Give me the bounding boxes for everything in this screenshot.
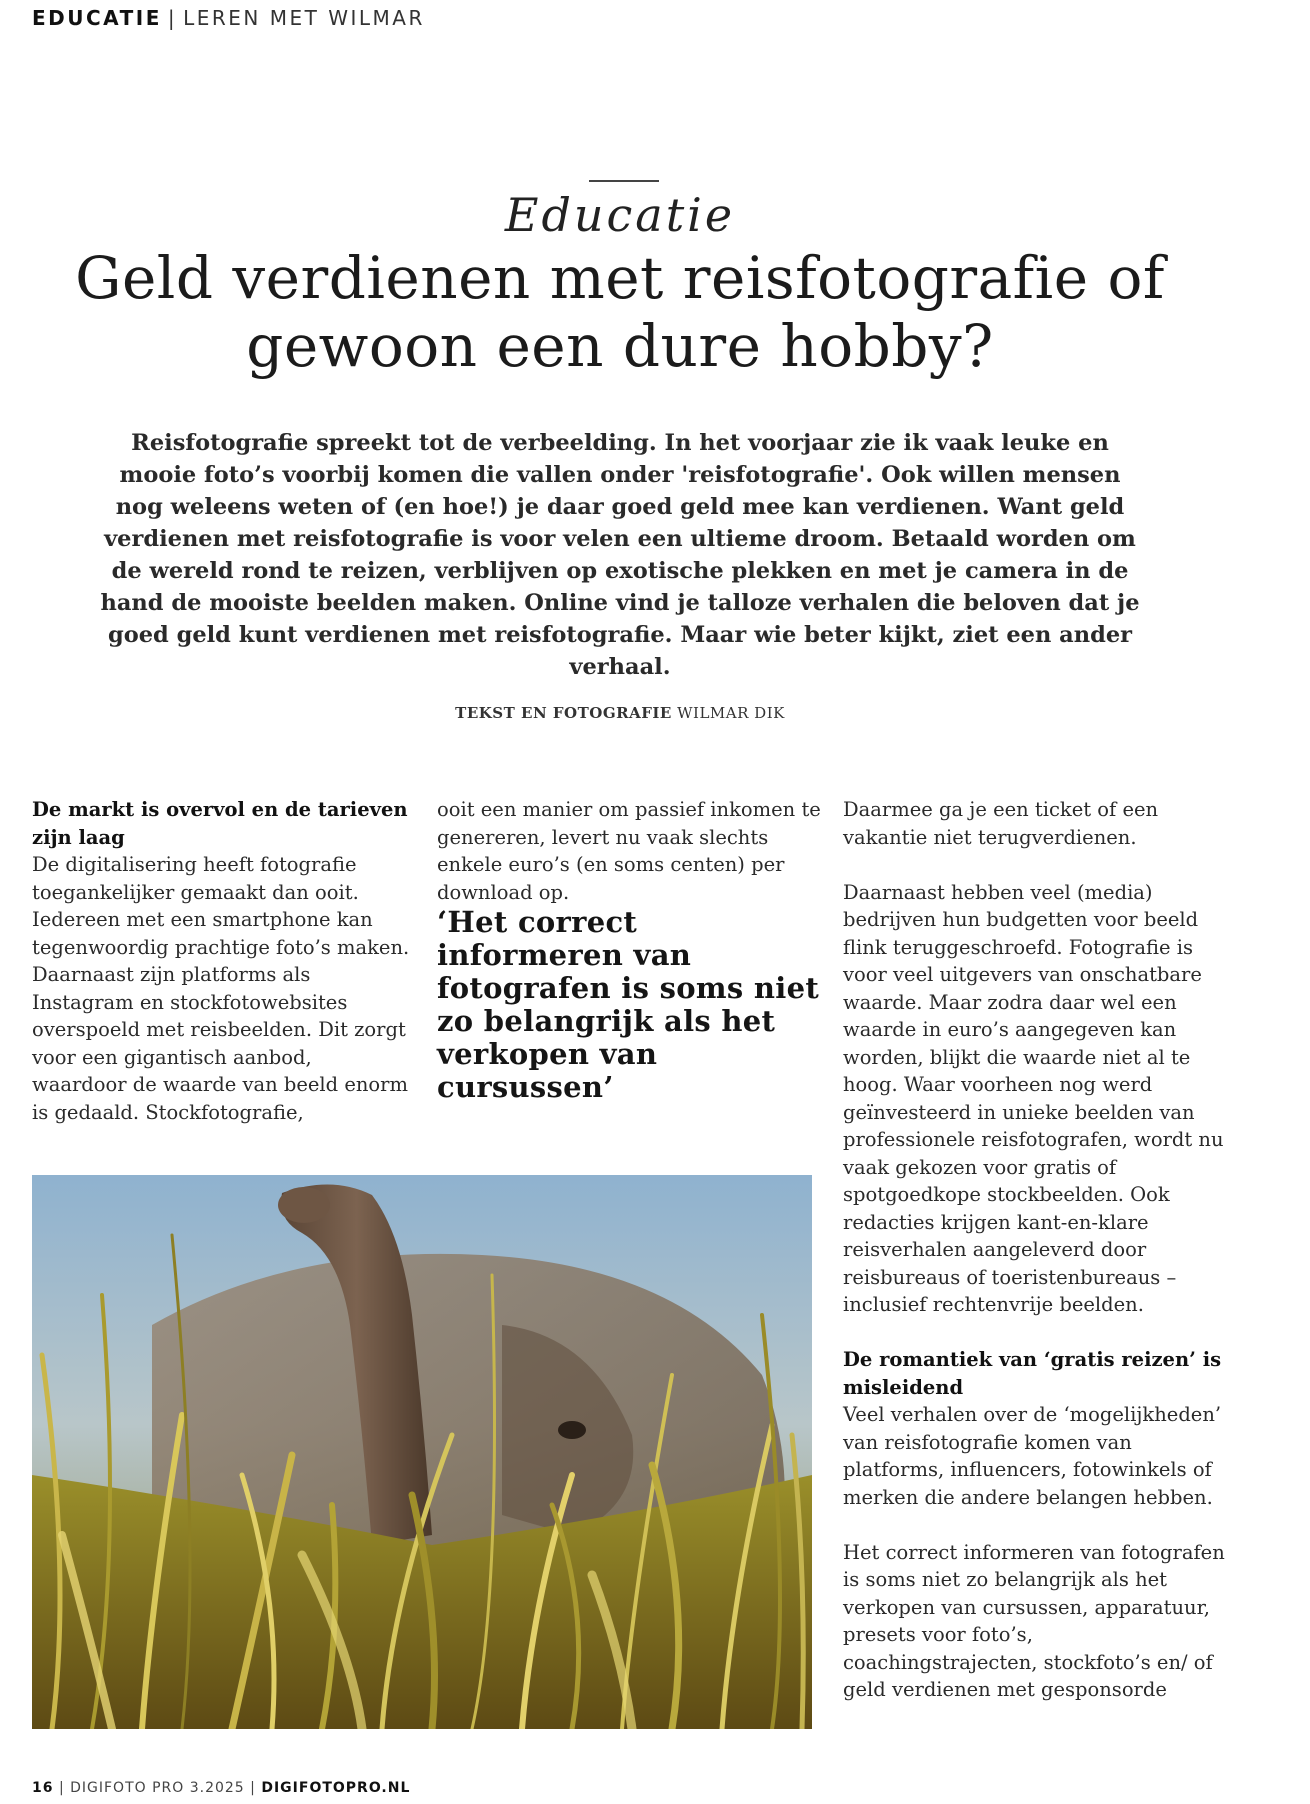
byline-author: WILMAR DIK — [677, 704, 785, 722]
body-paragraph: Daarnaast hebben veel (media) bedrijven hun budgetten voor beeld flink teruggeschroefd. Fotografie is voor veel uitgevers van onschatbare waarde. Maar zodra daar wel een waarde in euro’s aangegeven kan worden, blijkt die waarde niet al te hoog. Waar voorheen nog werd geïnvesteerd in unieke beelden van professionele reisfotografen, wordt nu vaak gekozen voor gratis of spotgoedkope stockbeelden. Ook redacties krijgen kant-en-klare reisverhalen aangeleverd door reisbureaus of toeristenbureaus – inclusief rechtenvrije beelden. — [843, 880, 1224, 1316]
kicker: Educatie — [504, 188, 736, 242]
footer-separator: | — [250, 1780, 256, 1796]
section-heading-market: De markt is overvol en de tarieven zijn laag — [32, 798, 408, 849]
section-heading-romance: De romantiek van ‘gratis reizen’ is misleidend — [843, 1348, 1222, 1399]
website-link[interactable]: DIGIFOTOPRO.NL — [261, 1780, 411, 1796]
body-paragraph-continued: ooit een manier om passief inkomen te genereren, levert nu vaak slechts enkele euro’s (en soms centen) per download op. — [437, 798, 821, 904]
intro-paragraph: Reisfotografie spreekt tot de verbeelding. In het voorjaar zie ik vaak leuke en mooie foto’s voorbij komen die vallen onder 'reisfotografie'. Ook willen mensen nog weleens weten of (en hoe!) je daar goed geld mee kan verdienen. Want geld verdienen met reisfotografie is voor velen een ultieme droom. Betaald worden om de wereld rond te reizen, verblijven op exotische plekken en met je camera in de hand de mooiste beelden maken. Online vind je talloze verhalen die beloven dat je goed geld kunt verdienen met reisfotografie. Maar wie beter kijkt, ziet een ander verhaal. — [100, 430, 1140, 680]
elephant-photo — [32, 1175, 812, 1729]
subsection-label: LEREN MET WILMAR — [183, 6, 425, 30]
pull-quote: ‘Het correct informeren van fotografen is soms niet zo belangrijk als het verkopen van cursussen’ — [437, 905, 820, 1104]
issue-label: DIGIFOTO PRO 3.2025 — [70, 1780, 245, 1796]
elephant-in-grass-image — [32, 1175, 812, 1729]
page-footer — [32, 1780, 410, 1796]
body-paragraph: Veel verhalen over de ‘mogelijkheden’ van reisfotografie komen van platforms, influencers, fotowinkels of merken die andere belangen hebben. — [843, 1403, 1222, 1509]
column-1 — [32, 796, 412, 1126]
footer-separator: | — [58, 1780, 65, 1796]
column-3 — [843, 796, 1233, 1704]
header-separator: | — [167, 6, 178, 30]
body-paragraph: Het correct informeren van fotografen is soms niet zo belangrijk als het verkopen van cursussen, apparatuur, presets voor foto’s, coachingstrajecten, stockfoto’s en/ of geld verdienen met gesponsorde — [843, 1540, 1225, 1701]
byline-label: TEKST EN FOTOGRAFIE — [455, 704, 672, 722]
section-label: EDUCATIE — [32, 6, 162, 30]
kicker-rule — [589, 180, 659, 182]
body-paragraph: Daarmee ga je een ticket of een vakantie niet terugverdienen. — [843, 798, 1159, 849]
running-header — [32, 6, 425, 30]
page-number: 16 — [32, 1780, 54, 1796]
byline — [0, 704, 1240, 722]
body-paragraph: De digitalisering heeft fotografie toegankelijker gemaakt dan ooit. Iedereen met een smartphone kan tegenwoordig prachtige foto’s maken. Daarnaast zijn platforms als Instagram en stockfotowebsites overspoeld met reisbeelden. Dit zorgt voor een gigantisch aanbod, waardoor de waarde van beeld enorm is gedaald. Stockfotografie, — [32, 853, 410, 1124]
article-title: Geld verdienen met reisfotografie of gewoon een dure hobby? — [75, 244, 1165, 380]
column-2 — [437, 796, 827, 1104]
